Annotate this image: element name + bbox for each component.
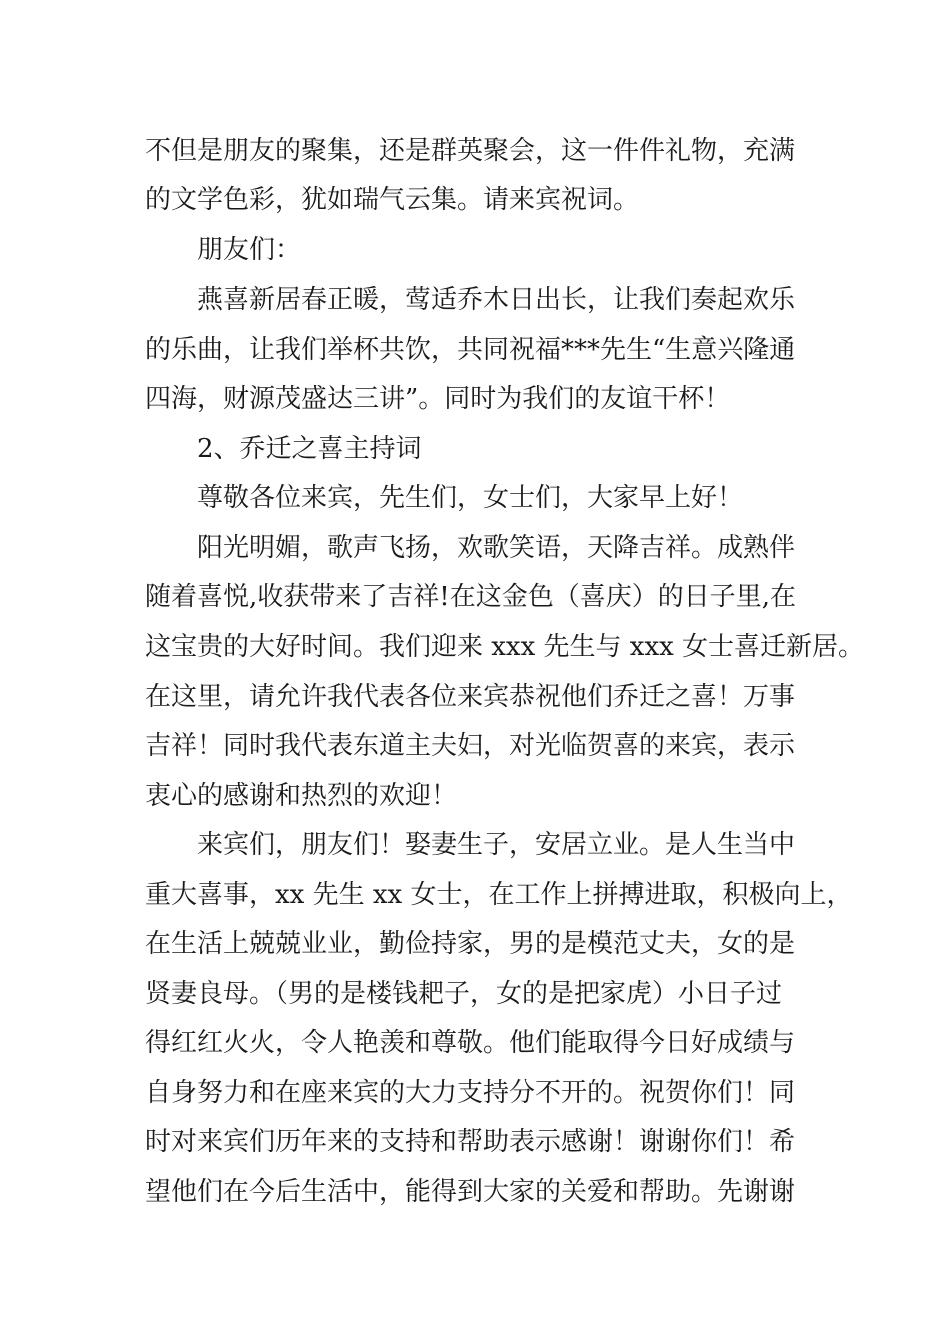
text-line: 随着喜悦,收获带来了吉祥!在这金色（喜庆）的日子里,在 bbox=[145, 582, 796, 612]
text-line: 贤妻良母。（男的是楼钱耙子，女的是把家虎）小日子过 bbox=[145, 979, 783, 1009]
text-line: 得红红火火，令人艳羡和尊敬。他们能取得今日好成绩与 bbox=[145, 1028, 796, 1058]
text-line: 不但是朋友的聚集，还是群英聚会，这一件件礼物，充满 bbox=[145, 136, 796, 166]
text-line: 阳光明媚，歌声飞扬，欢歌笑语，天降吉祥。成熟伴 bbox=[197, 533, 796, 563]
text-line: 这宝贵的大好时间。我们迎来 xxx 先生与 xxx 女士喜迁新居。 bbox=[145, 632, 865, 662]
text-line: 尊敬各位来宾，先生们，女士们，大家早上好！ bbox=[197, 483, 744, 513]
text-line: 望他们在今后生活中，能得到大家的关爱和帮助。先谢谢 bbox=[145, 1177, 796, 1207]
text-line: 重大喜事，xx 先生 xx 女士，在工作上拼搏进取，积极向上， bbox=[145, 880, 853, 910]
text-line: 的乐曲，让我们举杯共饮，共同祝福***先生“生意兴隆通 bbox=[145, 335, 796, 365]
text-line: 吉祥！同时我代表东道主夫妇，对光临贺喜的来宾，表示 bbox=[145, 731, 796, 761]
text-line: 衷心的感谢和热烈的欢迎！ bbox=[145, 781, 458, 811]
text-line: 燕喜新居春正暖，莺适乔木日出长，让我们奏起欢乐 bbox=[197, 285, 796, 315]
text-line: 来宾们，朋友们！娶妻生子，安居立业。是人生当中 bbox=[197, 830, 796, 860]
section-heading: 2、乔迁之喜主持词 bbox=[197, 434, 422, 464]
text-line: 时对来宾们历年来的支持和帮助表示感谢！谢谢你们！希 bbox=[145, 1127, 796, 1157]
text-line: 四海，财源茂盛达三讲”。同时为我们的友谊干杯！ bbox=[145, 384, 731, 414]
text-line: 自身努力和在座来宾的大力支持分不开的。祝贺你们！同 bbox=[145, 1078, 796, 1108]
text-line: 在这里，请允许我代表各位来宾恭祝他们乔迁之喜！万事 bbox=[145, 682, 796, 712]
text-line: 朋友们： bbox=[197, 235, 302, 265]
text-line: 在生活上兢兢业业，勤俭持家，男的是模范丈夫，女的是 bbox=[145, 929, 796, 959]
text-line: 的文学色彩，犹如瑞气云集。请来宾祝词。 bbox=[145, 185, 640, 215]
